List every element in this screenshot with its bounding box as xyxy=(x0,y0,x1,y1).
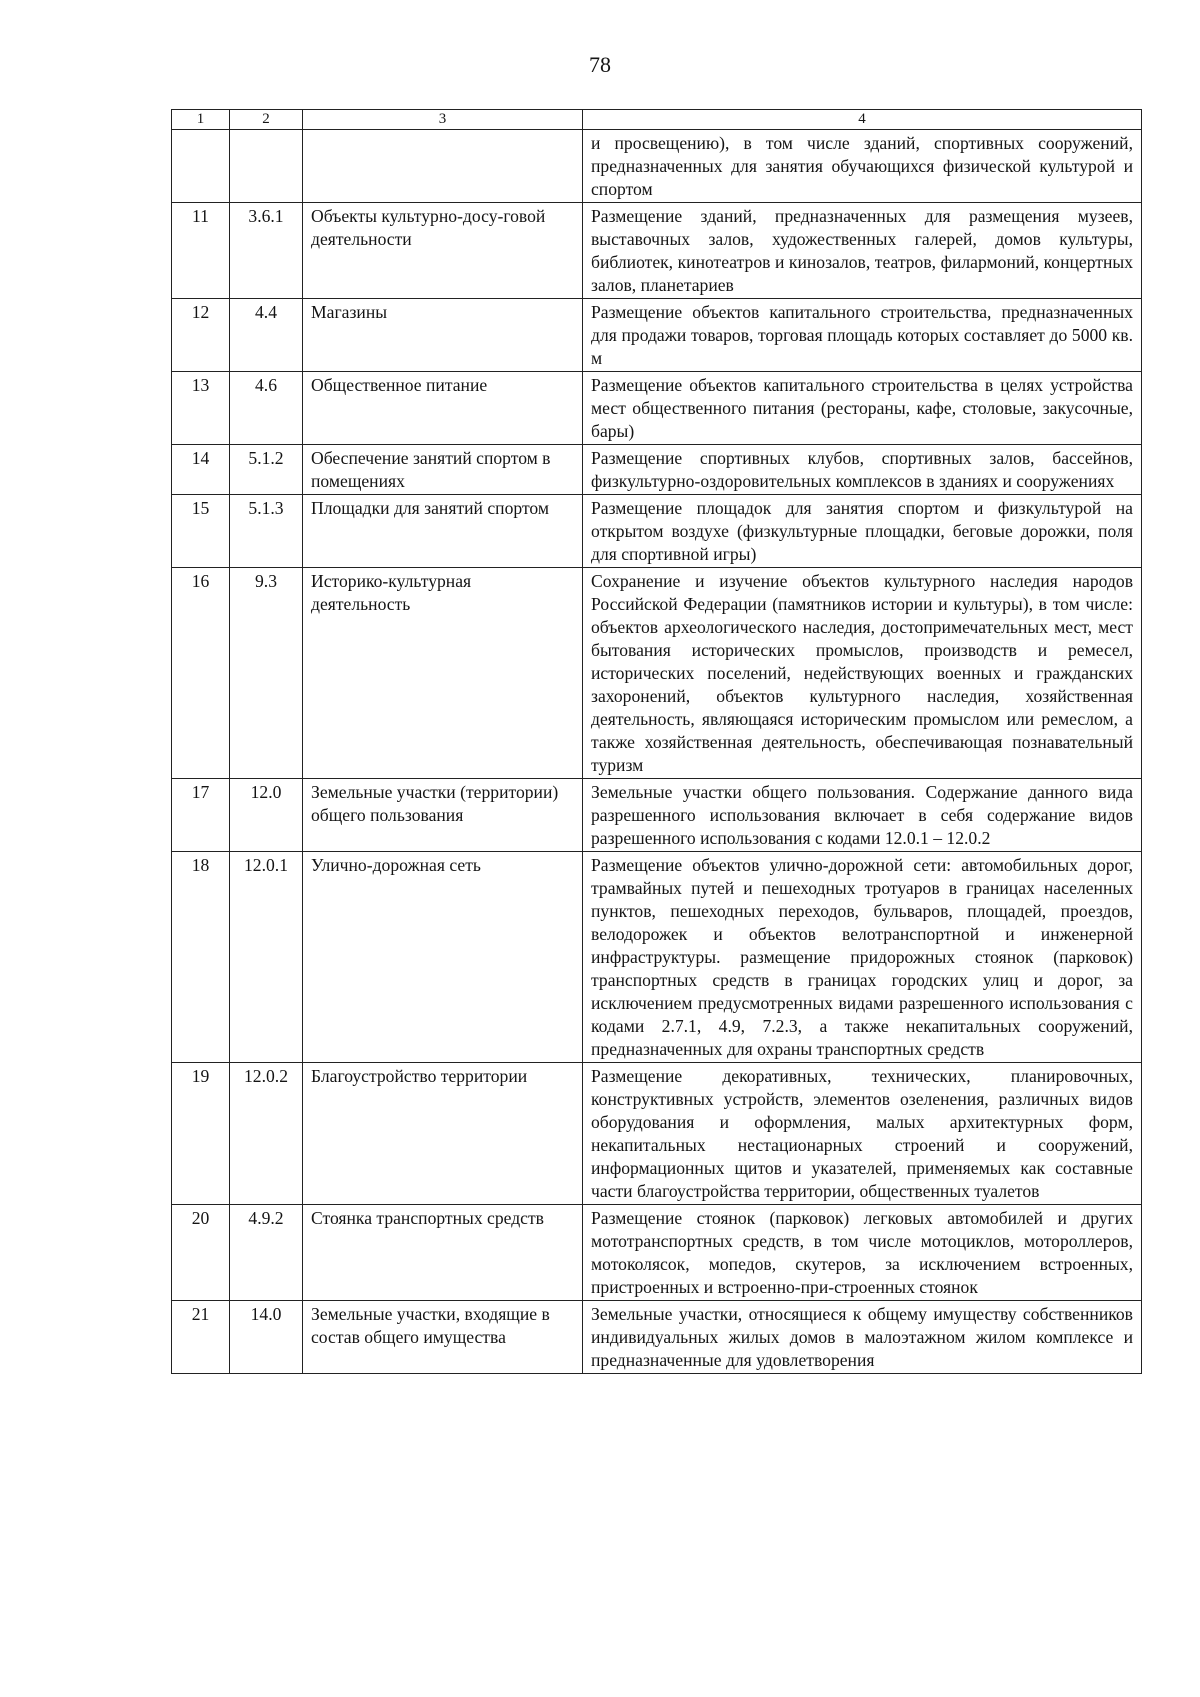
desc-cell: Размещение зданий, предназначенных для размещения музеев, выставочных залов, художественных галерей, домов культуры, библиотек, кинотеатров и кинозалов, театров, филармоний, концертных залов, планетариев xyxy=(583,203,1142,299)
table-row xyxy=(172,779,1142,852)
table-row xyxy=(172,1301,1142,1374)
name-cell: Стоянка транспортных средств xyxy=(303,1205,583,1301)
table-row xyxy=(172,852,1142,1063)
code-cell: 4.9.2 xyxy=(230,1205,303,1301)
desc-cell: Размещение объектов улично-дорожной сети: автомобильных дорог, трамвайных путей и пешеходных тротуаров в границах населенных пунктов, пешеходных переходов, бульваров, площадей, проездов, велодорожек и объектов велотранспортной и инженерной инфраструктуры. размещение придорожных стоянок (парковок) транспортных средств в границах городских улиц и дорог, за исключением предусмотренных видами разрешенного использования с кодами 2.7.1, 4.9, 7.2.3, а также некапитальных сооружений, предназначенных для охраны транспортных средств xyxy=(583,852,1142,1063)
header-cell: 1 xyxy=(172,110,230,130)
code-cell: 12.0 xyxy=(230,779,303,852)
code-cell: 5.1.3 xyxy=(230,495,303,568)
num-cell: 14 xyxy=(172,445,230,495)
num-cell: 16 xyxy=(172,568,230,779)
num-cell: 18 xyxy=(172,852,230,1063)
table-row xyxy=(172,372,1142,445)
desc-cell: Размещение объектов капитального строительства, предназначенных для продажи товаров, торговая площадь которых составляет до 5000 кв. м xyxy=(583,299,1142,372)
code-cell: 4.6 xyxy=(230,372,303,445)
desc-cell: Земельные участки, относящиеся к общему имуществу собственников индивидуальных жилых домов в малоэтажном жилом комплексе и предназначенные для удовлетворения xyxy=(583,1301,1142,1374)
header-row xyxy=(172,110,1142,130)
code-cell: 9.3 xyxy=(230,568,303,779)
name-cell: Благоустройство территории xyxy=(303,1063,583,1205)
num-cell: 21 xyxy=(172,1301,230,1374)
name-cell: Магазины xyxy=(303,299,583,372)
name-cell xyxy=(303,130,583,203)
name-cell: Земельные участки (территории) общего пользования xyxy=(303,779,583,852)
desc-cell: Сохранение и изучение объектов культурного наследия народов Российской Федерации (памятников истории и культуры), в том числе: объектов археологического наследия, достопримечательных мест, мест бытования исторических промыслов, производств и ремесел, исторических поселений, недействующих военных и гражданских захоронений, объектов культурного наследия, хозяйственная деятельность, являющаяся историческим промыслом или ремеслом, а также хозяйственная деятельность, обеспечивающая познавательный туризм xyxy=(583,568,1142,779)
table-row xyxy=(172,1205,1142,1301)
code-cell: 5.1.2 xyxy=(230,445,303,495)
desc-cell: Размещение спортивных клубов, спортивных залов, бассейнов, физкультурно-оздоровительных комплексов в зданиях и сооружениях xyxy=(583,445,1142,495)
desc-cell: Земельные участки общего пользования. Содержание данного вида разрешенного использования включает в себя содержание видов разрешенного использования с кодами 12.0.1 – 12.0.2 xyxy=(583,779,1142,852)
name-cell: Общественное питание xyxy=(303,372,583,445)
table-row xyxy=(172,299,1142,372)
desc-cell: Размещение объектов капитального строительства в целях устройства мест общественного питания (рестораны, кафе, столовые, закусочные, бары) xyxy=(583,372,1142,445)
code-cell: 4.4 xyxy=(230,299,303,372)
code-cell: 12.0.1 xyxy=(230,852,303,1063)
desc-cell: и просвещению), в том числе зданий, спортивных сооружений, предназначенных для занятия обучающихся физической культурой и спортом xyxy=(583,130,1142,203)
desc-cell: Размещение стоянок (парковок) легковых автомобилей и других мототранспортных средств, в том числе мотоциклов, мотороллеров, мотоколясок, мопедов, скутеров, за исключением встроенных, пристроенных и встроенно-при-строенных стоянок xyxy=(583,1205,1142,1301)
name-cell: Историко-культурная деятельность xyxy=(303,568,583,779)
name-cell: Улично-дорожная сеть xyxy=(303,852,583,1063)
code-cell: 14.0 xyxy=(230,1301,303,1374)
header-cell: 2 xyxy=(230,110,303,130)
num-cell xyxy=(172,130,230,203)
header-cell: 3 xyxy=(303,110,583,130)
code-cell xyxy=(230,130,303,203)
num-cell: 11 xyxy=(172,203,230,299)
header-cell: 4 xyxy=(583,110,1142,130)
name-cell: Площадки для занятий спортом xyxy=(303,495,583,568)
desc-cell: Размещение декоративных, технических, планировочных, конструктивных устройств, элементов озеленения, различных видов оборудования и оформления, малых архитектурных форм, некапитальных нестационарных строений и сооружений, информационных щитов и указателей, применяемых как составные части благоустройства территории, общественных туалетов xyxy=(583,1063,1142,1205)
num-cell: 17 xyxy=(172,779,230,852)
name-cell: Обеспечение занятий спортом в помещениях xyxy=(303,445,583,495)
num-cell: 19 xyxy=(172,1063,230,1205)
page-number: 78 xyxy=(589,52,611,77)
name-cell: Объекты культурно-досу-говой деятельности xyxy=(303,203,583,299)
code-cell: 12.0.2 xyxy=(230,1063,303,1205)
num-cell: 12 xyxy=(172,299,230,372)
name-cell: Земельные участки, входящие в состав общего имущества xyxy=(303,1301,583,1374)
table-row xyxy=(172,203,1142,299)
table-row xyxy=(172,1063,1142,1205)
table-row xyxy=(172,495,1142,568)
table-row xyxy=(172,568,1142,779)
num-cell: 15 xyxy=(172,495,230,568)
desc-cell: Размещение площадок для занятия спортом и физкультурой на открытом воздухе (физкультурные площадки, беговые дорожки, поля для спортивной игры) xyxy=(583,495,1142,568)
num-cell: 20 xyxy=(172,1205,230,1301)
continuation-row xyxy=(172,130,1142,203)
land-use-table xyxy=(171,109,1142,1374)
table-row xyxy=(172,445,1142,495)
code-cell: 3.6.1 xyxy=(230,203,303,299)
num-cell: 13 xyxy=(172,372,230,445)
